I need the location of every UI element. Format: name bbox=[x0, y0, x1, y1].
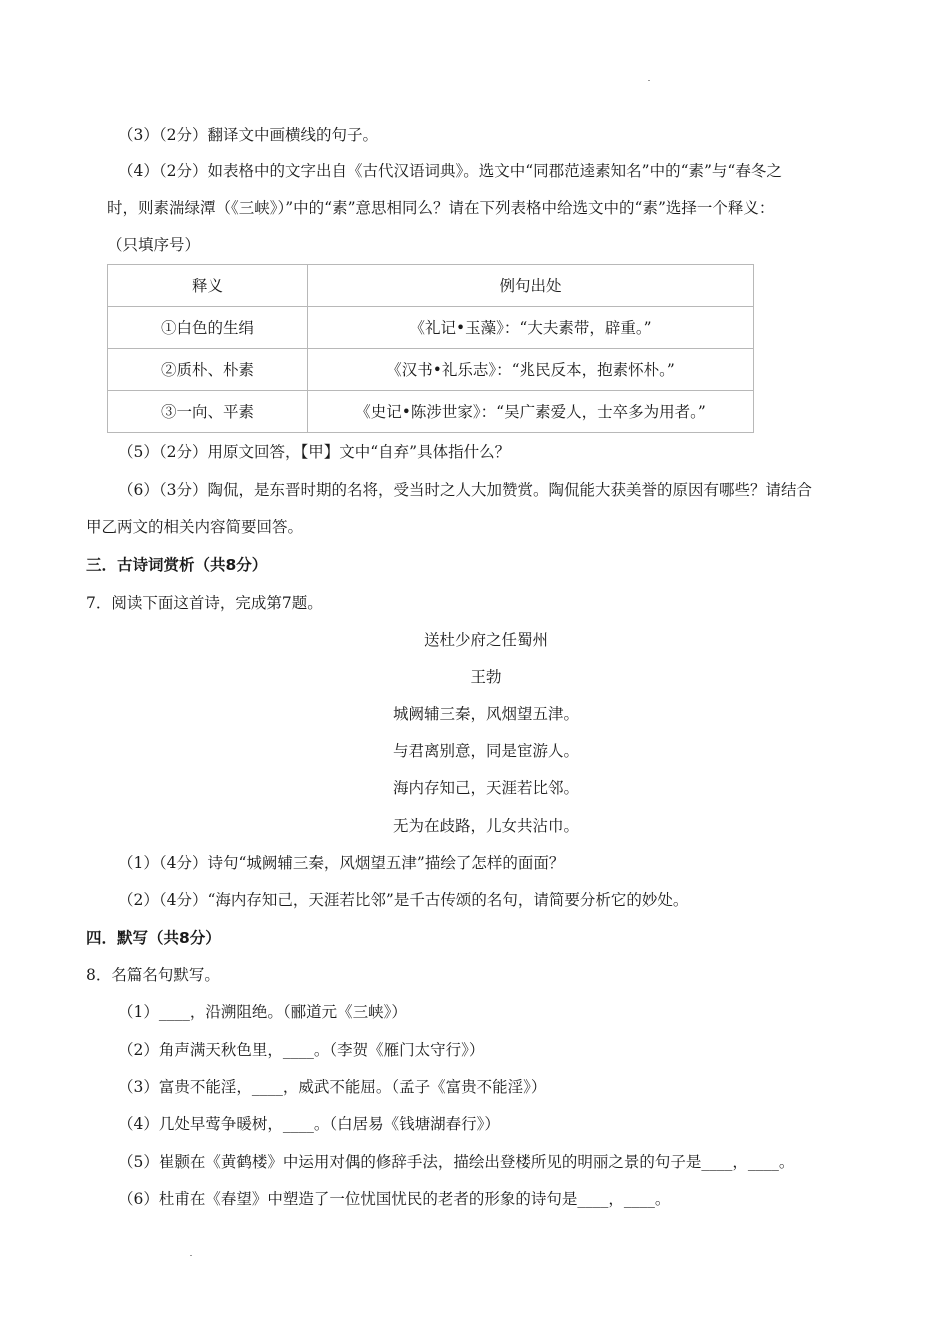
q6-sub5: （5）（2分）用原文回答，【甲】文中“自弃”具体指什么？ bbox=[118, 443, 511, 461]
table-cell-source: 《汉书•礼乐志》：“兆民反本，抱素怀朴。” bbox=[308, 349, 754, 391]
table-header-row bbox=[108, 265, 754, 307]
table-row bbox=[108, 349, 754, 391]
q6-sub3: （3）（2分）翻译文中画横线的句子。 bbox=[118, 126, 378, 144]
table-header-source: 例句出处 bbox=[308, 265, 754, 307]
recitation-item: （4）几处早莺争暖树，____。（白居易《钱塘湖春行》） bbox=[118, 1115, 500, 1133]
recitation-item: （2）角声满天秋色里，____。（李贺《雁门太守行》） bbox=[118, 1041, 485, 1059]
poem-line: 无为在歧路，儿女共沾巾。 bbox=[392, 817, 579, 835]
table-row bbox=[108, 391, 754, 433]
recitation-item: （1）____，沿溯阻绝。（郦道元《三峡》） bbox=[118, 1003, 407, 1021]
scan-speck bbox=[648, 80, 650, 81]
q6-sub6-line1: （6）（3分）陶侃，是东晋时期的名将，受当时之人大加赞赏。陶侃能大获美誉的原因有哪些？请结合 bbox=[118, 481, 812, 499]
recitation-item: （6）杜甫在《春望》中塑造了一位忧国忧民的老者的形象的诗句是____，____。 bbox=[118, 1190, 671, 1208]
table-cell-meaning: ②质朴、朴素 bbox=[108, 349, 308, 391]
q6-sub4-line1: （4）（2分）如表格中的文字出自《古代汉语词典》。选文中“同郡范逵素知名”中的“素”与“春冬之 bbox=[118, 162, 782, 180]
recitation-item: （5）崔颢在《黄鹤楼》中运用对偶的修辞手法，描绘出登楼所见的明丽之景的句子是____，____。 bbox=[118, 1153, 795, 1171]
table-cell-meaning: ①白色的生绢 bbox=[108, 307, 308, 349]
poem-line: 与君离别意，同是宦游人。 bbox=[392, 742, 579, 760]
table-cell-meaning: ③一向、平素 bbox=[108, 391, 308, 433]
section4-heading: 四．默写（共8分） bbox=[86, 929, 221, 947]
q8-intro: 8．名篇名句默写。 bbox=[86, 966, 220, 984]
poem-line: 海内存知己，天涯若比邻。 bbox=[392, 779, 579, 797]
table-row bbox=[108, 307, 754, 349]
q7-sub1: （1）（4分）诗句“城阙辅三秦，风烟望五津”描绘了怎样的面面？ bbox=[118, 854, 565, 872]
meaning-table bbox=[107, 264, 754, 433]
poem-title: 送杜少府之任蜀州 bbox=[423, 631, 548, 649]
table-cell-source: 《礼记•玉藻》：“大夫素带，辟重。” bbox=[308, 307, 754, 349]
table-header-meaning: 释义 bbox=[108, 265, 308, 307]
poem-line: 城阙辅三秦，风烟望五津。 bbox=[392, 705, 579, 723]
q7-sub2: （2）（4分）“海内存知己，天涯若比邻”是千古传颂的名句，请简要分析它的妙处。 bbox=[118, 891, 689, 909]
q6-sub6-line2: 甲乙两文的相关内容简要回答。 bbox=[86, 518, 304, 536]
q6-sub4-line3: （只填序号） bbox=[107, 236, 201, 254]
section3-heading: 三．古诗词赏析（共8分） bbox=[86, 556, 268, 574]
table-cell-source: 《史记•陈涉世家》：“吴广素爱人，士卒多为用者。” bbox=[308, 391, 754, 433]
poem-author: 王勃 bbox=[470, 668, 502, 686]
recitation-item: （3）富贵不能淫，____，威武不能屈。（孟子《富贵不能淫》） bbox=[118, 1078, 547, 1096]
q6-sub4-line2: 时，则素湍绿潭（《三峡》）”中的“素”意思相同么？请在下列表格中给选文中的“素”选择一个释义： bbox=[107, 199, 775, 217]
q7-intro: 7．阅读下面这首诗，完成第7题。 bbox=[86, 594, 323, 612]
scan-speck bbox=[190, 1255, 192, 1256]
